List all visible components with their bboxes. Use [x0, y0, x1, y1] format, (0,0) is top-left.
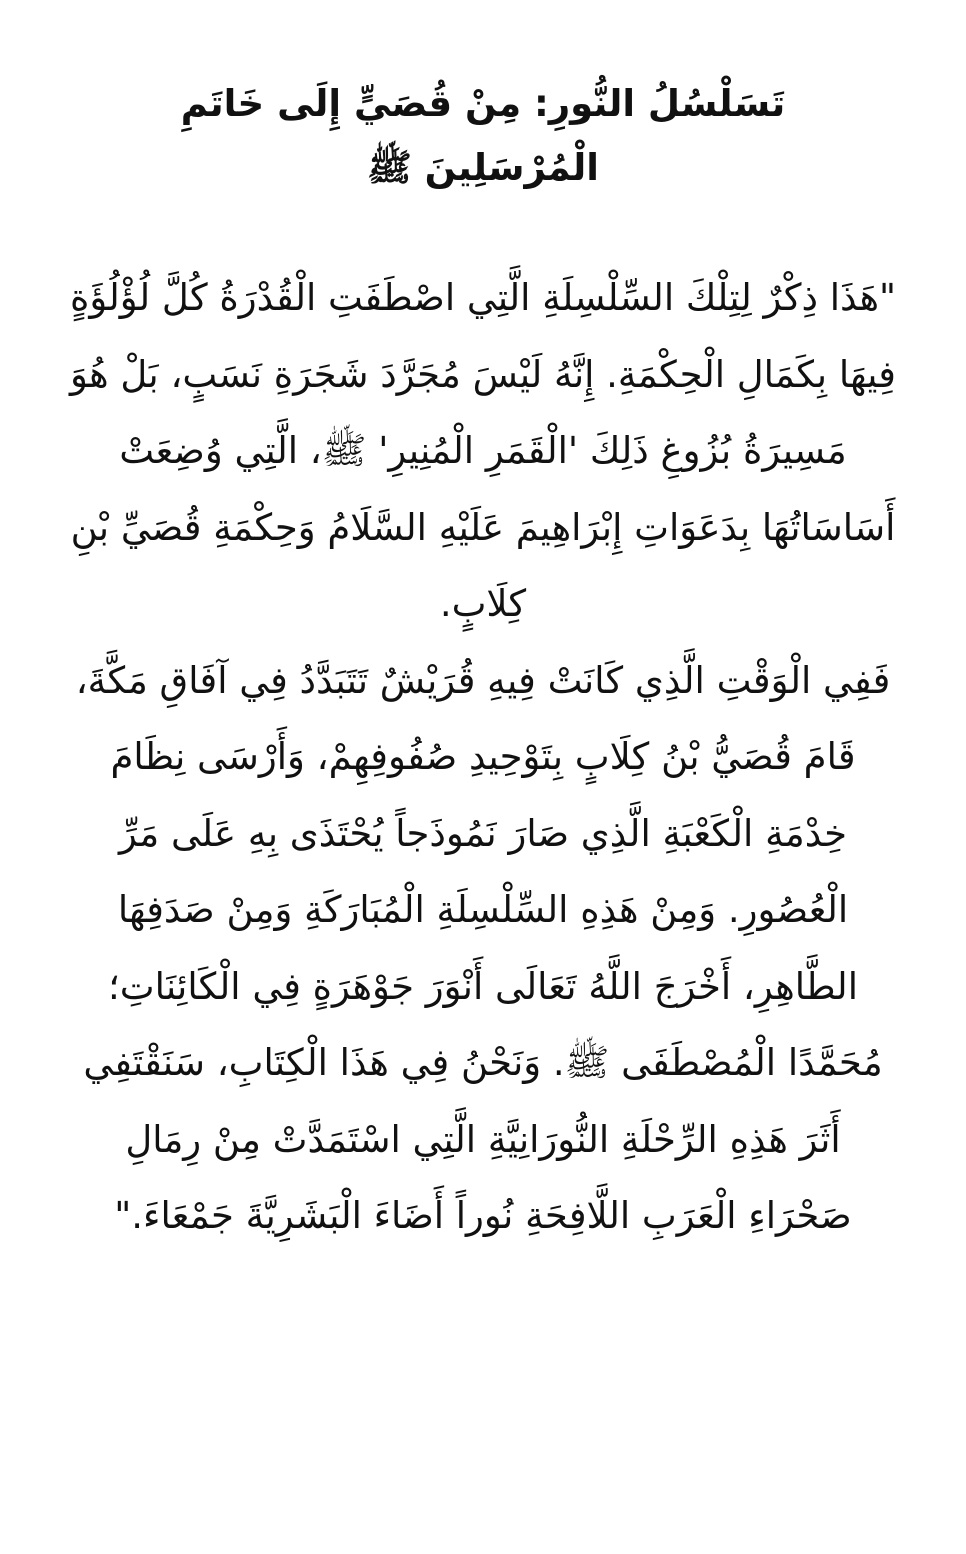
paragraph-intro: "هَذَا ذِكْرٌ لِتِلْكَ السِّلْسِلَةِ الَّتِي اصْطَفَتِ الْقُدْرَةُ كُلَّ لُؤْلُؤَةٍ فِيهَا بِكَمَالِ الْحِكْمَةِ. إِنَّهُ لَيْسَ مُجَرَّدَ شَجَرَةِ نَسَبٍ، بَلْ هُوَ مَسِيرَةُ بُزُوغِ ذَلِكَ 'الْقَمَرِ الْمُنِيرِ' ﷺ، الَّتِي وُضِعَتْ أَسَاسَاتُهَا بِدَعَوَاتِ إِبْرَاهِيمَ عَلَيْهِ السَّلَامُ وَحِكْمَةِ قُصَيِّ بْنِ كِلَابٍ. [70, 276, 896, 625]
paragraph-history: فَفِي الْوَقْتِ الَّذِي كَانَتْ فِيهِ قُرَيْشٌ تَتَبَدَّدُ فِي آفَاقِ مَكَّةَ، قَامَ قُصَيُّ بْنُ كِلَابٍ بِتَوْحِيدِ صُفُوفِهِمْ، وَأَرْسَى نِظَامَ خِدْمَةِ الْكَعْبَةِ الَّذِي صَارَ نَمُوذَجاً يُحْتَذَى بِهِ عَلَى مَرِّ الْعُصُورِ. وَمِنْ هَذِهِ السِّلْسِلَةِ الْمُبَارَكَةِ وَمِنْ صَدَفِهَا الطَّاهِرِ، أَخْرَجَ اللَّهُ تَعَالَى أَنْوَرَ جَوْهَرَةٍ فِي الْكَائِنَاتِ؛ مُحَمَّدًا الْمُصْطَفَى ﷺ. وَنَحْنُ فِي هَذَا الْكِتَابِ، سَنَقْتَفِي أَثَرَ هَذِهِ الرِّحْلَةِ النُّورَانِيَّةِ الَّتِي اسْتَمَدَّتْ مِنْ رِمَالِ صَحْرَاءِ الْعَرَبِ اللَّافِحَةِ نُوراً أَضَاءَ الْبَشَرِيَّةَ جَمْعَاءَ." [75, 658, 891, 1237]
document-page [70, 72, 896, 1512]
document-title: تَسَلْسُلُ النُّورِ: مِنْ قُصَيٍّ إِلَى خَاتَمِ الْمُرْسَلِينَ ﷺ [180, 82, 786, 189]
